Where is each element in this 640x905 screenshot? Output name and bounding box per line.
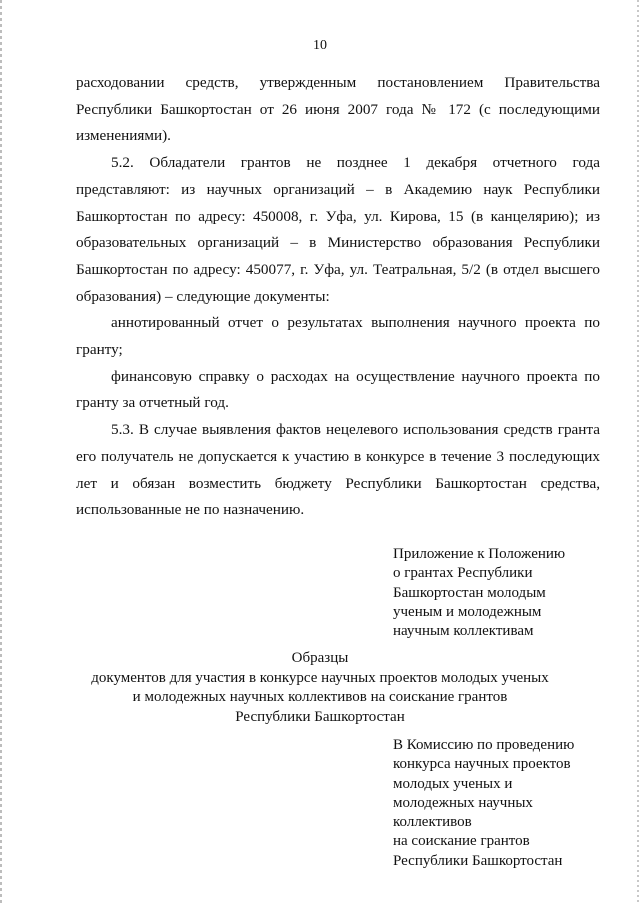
page-number: 10 (313, 38, 327, 53)
addressee-line: В Комиссию по проведению (393, 737, 575, 753)
appendix-line: Башкортостан молодым (393, 584, 546, 601)
samples-title-line: Республики Башкортостан (235, 708, 405, 725)
addressee-line: коллективов (393, 814, 472, 831)
samples-title-line: Образцы (291, 650, 349, 666)
addressee-line: Республики Башкортостан (393, 852, 563, 869)
samples-title-line: документов для участия в конкурсе научных проектов молодых ученых (91, 669, 549, 686)
main-text (76, 70, 600, 524)
paragraph-annotated-report: аннотированный отчет о результатах выполнения научного проекта по гранту; (76, 314, 600, 359)
paragraph-5-3: 5.3. В случае выявления фактов нецелевого использования средств гранта его получатель не допускается к участию в конкурсе в течение 3 последующих лет и обязан возместить бюджету Республики Башкортостан средства, использованные не по назначению. (76, 421, 600, 519)
appendix-line: о грантах Республики (393, 565, 533, 582)
appendix-line: Приложение к Положению (393, 546, 566, 562)
paragraph-continuation: расходовании средств, утвержденным постановлением Правительства Республики Башкортостан от 26 июня 2007 года № 172 (с последующими изменениями). (76, 74, 600, 145)
appendix-heading (393, 545, 565, 641)
paragraph-5-2: 5.2. Обладатели грантов не позднее 1 декабря отчетного года представляют: из научных организаций – в Академию наук Республики Башкортостан по адресу: 450008, г. Уфа, ул. Кирова, 15 (в канцелярию); из образовательных организаций – в Министерство образования Республики Башкортостан по адресу: 450077, г. Уфа, ул. Театральная, 5/2 (в отдел высшего образования) – следующие документы: (76, 154, 600, 305)
addressee-line: конкурса научных проектов (393, 756, 571, 773)
appendix-line: ученым и молодежным (393, 603, 542, 620)
scan-edge-right (637, 0, 639, 905)
samples-title-line: и молодежных научных коллективов на соискание грантов (132, 689, 508, 705)
scan-edge-left (0, 0, 2, 905)
addressee-line: на соискание грантов (393, 833, 530, 850)
addressee-block (393, 736, 574, 871)
paragraph-financial-statement: финансовую справку о расходах на осуществление научного проекта по гранту за отчетный год. (76, 367, 600, 412)
samples-title (0, 649, 640, 727)
appendix-line: научным коллективам (393, 623, 534, 640)
addressee-line: молодых ученых и (393, 775, 513, 792)
addressee-line: молодежных научных (393, 794, 533, 811)
